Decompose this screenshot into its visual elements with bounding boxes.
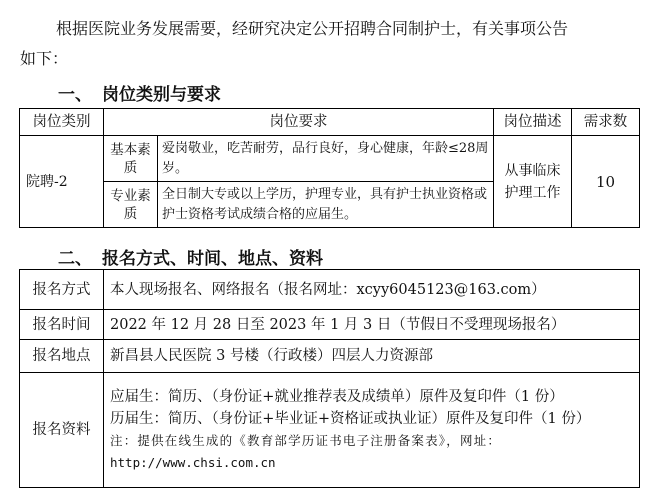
materials-fresh-graduates: 应届生：简历、（身份证+就业推荐表及成绩单）原件及复印件（1 份） (110, 389, 564, 405)
position-count: 10 (572, 136, 640, 228)
place-value: 新昌县人民医院 3 号楼（行政楼）四层人力资源部 (104, 340, 640, 373)
header-description: 岗位描述 (494, 109, 572, 136)
materials-note: 注：提供在线生成的《教育部学历证书电子注册备案表》，网址： (110, 433, 502, 448)
section-2-heading (58, 244, 323, 269)
section-1-number: 一、 (58, 85, 92, 105)
materials-label: 报名资料 (20, 373, 104, 488)
section-2-title: 报名方式、时间、地点、资料 (102, 249, 323, 269)
header-requirement: 岗位要求 (104, 109, 494, 136)
chsi-url: http://www.chsi.com.cn (110, 455, 276, 470)
position-category: 院聘-2 (20, 136, 104, 228)
header-category: 岗位类别 (20, 109, 104, 136)
requirement-basic: 爱岗敬业，吃苦耐劳，品行良好，身心健康，年龄≤28周岁。 (158, 136, 494, 182)
section-1-heading (58, 80, 221, 105)
table-row (20, 136, 640, 182)
position-table (19, 108, 640, 228)
place-label: 报名地点 (20, 340, 104, 373)
intro-paragraph (20, 14, 659, 74)
intro-line-2: 如下： (20, 49, 69, 68)
section-2-number: 二、 (58, 249, 92, 269)
header-count: 需求数 (572, 109, 640, 136)
intro-line-1: 根据医院业务发展需要，经研究决定公开招聘合同制护士，有关事项公告 (56, 19, 569, 38)
position-table-header (20, 109, 640, 136)
time-label: 报名时间 (20, 310, 104, 340)
section-1-title: 岗位类别与要求 (102, 85, 221, 105)
requirement-label-basic: 基本素质 (104, 136, 158, 182)
table-row (20, 373, 640, 488)
table-row (20, 310, 640, 340)
table-row (20, 270, 640, 310)
materials-cell (104, 373, 640, 488)
position-description: 从事临床护理工作 (494, 136, 572, 228)
registration-table (19, 269, 640, 488)
table-row (20, 340, 640, 373)
materials-past-graduates: 历届生：简历、（身份证+毕业证+资格证或执业证）原件及复印件（1 份） (110, 411, 591, 427)
method-label: 报名方式 (20, 270, 104, 310)
method-value: 本人现场报名、网络报名（报名网址：xcyy6045123@163.com） (104, 270, 640, 310)
time-value: 2022 年 12 月 28 日至 2023 年 1 月 3 日（节假日不受理现场报名） (104, 310, 640, 340)
requirement-professional: 全日制大专或以上学历，护理专业，具有护士执业资格或护士资格考试成绩合格的应届生。 (158, 182, 494, 228)
requirement-label-professional: 专业素质 (104, 182, 158, 228)
